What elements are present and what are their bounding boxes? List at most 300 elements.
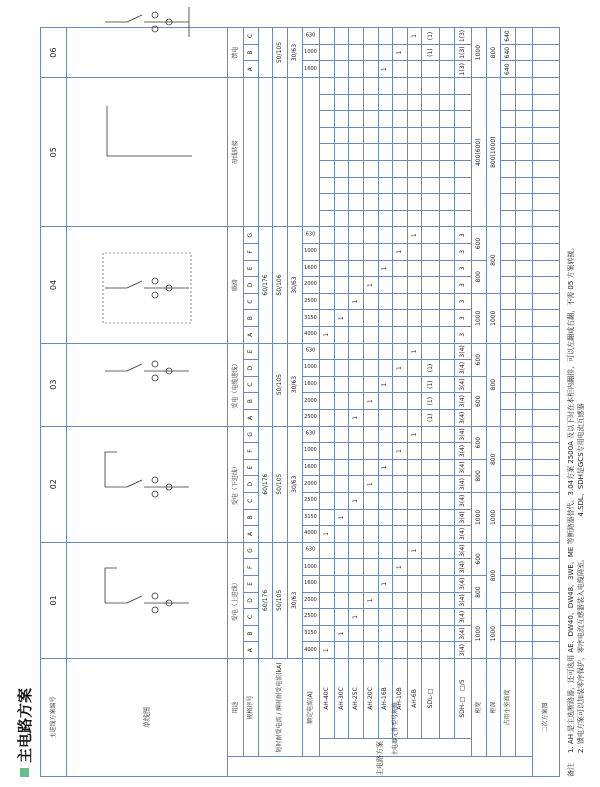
- blank-cell: [320, 310, 335, 327]
- cabinet-width-value: 1000: [472, 293, 487, 343]
- blank-cell: [515, 277, 533, 294]
- sdl-value: (1): [422, 44, 440, 61]
- rated-current-text: 630: [306, 547, 316, 554]
- single-line-diagram-6: [67, 28, 228, 78]
- component-name: AH-6B: [407, 658, 422, 738]
- blank-cell: [393, 625, 408, 642]
- quantity-mark: 1: [320, 327, 335, 344]
- blank-cell: [334, 28, 349, 45]
- blank-cell: [378, 443, 393, 460]
- blank-cell: [515, 426, 533, 443]
- blank-cell: [378, 327, 393, 344]
- blank-cell: [422, 327, 440, 344]
- blank-cell: [364, 28, 379, 45]
- blank-cell: [349, 393, 364, 410]
- blank-cell: [422, 642, 440, 659]
- short-time-value: 60/176: [258, 227, 273, 343]
- blank-cell: [364, 244, 379, 261]
- blank-cell: [501, 526, 516, 543]
- rated-current-text: 1000: [304, 447, 318, 454]
- blank-cell: [393, 343, 408, 360]
- blank-cell: [407, 509, 422, 526]
- scheme-number-05: 05: [41, 78, 67, 227]
- short-time-value: 50/106: [273, 227, 288, 343]
- ratings-blank: [302, 78, 320, 227]
- blank-cell: [349, 94, 364, 111]
- spec-letter: A: [244, 526, 259, 543]
- blank-cell: [407, 642, 422, 659]
- blank-cell: [320, 343, 335, 360]
- notes-block: [566, 243, 586, 777]
- blank-cell: [407, 493, 422, 510]
- rated-current-value: [302, 376, 320, 393]
- blank-cell: [378, 44, 393, 61]
- blank-cell: [364, 360, 379, 377]
- blank-cell: [378, 476, 393, 493]
- blank-cell: [501, 509, 516, 526]
- blank-cell: [378, 78, 393, 95]
- blank-cell: [439, 94, 454, 111]
- blank-cell: [454, 177, 472, 194]
- spec-letter: C: [244, 28, 259, 45]
- quantity-mark: 1: [320, 642, 335, 659]
- components-label: 主电器元件型号规格: [320, 739, 472, 757]
- blank-cell: [364, 609, 379, 626]
- blank-cell: [364, 642, 379, 659]
- blank-cell: [439, 293, 454, 310]
- quantity-mark: 1: [407, 28, 422, 45]
- short-time-value: 30/63: [288, 542, 303, 658]
- blank-cell: [407, 360, 422, 377]
- blank-cell: [439, 459, 454, 476]
- blank-cell: [533, 542, 560, 559]
- rated-current-text: 1600: [304, 264, 318, 271]
- blank-cell: [439, 310, 454, 327]
- blank-cell: [515, 127, 533, 144]
- blank-cell: [320, 127, 335, 144]
- blank-cell: [515, 376, 533, 393]
- component-name: AH-20C: [364, 658, 379, 738]
- blank-cell: [364, 161, 379, 178]
- blank-cell: [349, 542, 364, 559]
- blank-cell: [334, 78, 349, 95]
- blank-cell: [393, 493, 408, 510]
- blank-cell: [349, 509, 364, 526]
- blank-cell: [515, 576, 533, 593]
- rated-current-value: [302, 443, 320, 460]
- cabinet-width-label: 柜宽: [472, 658, 487, 756]
- blank-cell: [334, 393, 349, 410]
- sdl-value: (1): [422, 410, 440, 427]
- blank-cell: [320, 94, 335, 111]
- rated-current-value: [302, 426, 320, 443]
- rated-current-text: 3150: [304, 630, 318, 637]
- blank-cell: [364, 410, 379, 427]
- blank-cell: [533, 194, 560, 211]
- blank-cell: [320, 244, 335, 261]
- blank-cell: [515, 44, 533, 61]
- cabinet-depth-label: 柜深: [486, 658, 501, 756]
- blank-cell: [515, 476, 533, 493]
- blank-cell: [439, 360, 454, 377]
- quantity-mark: 1: [364, 592, 379, 609]
- blank-cell: [422, 210, 440, 227]
- usage-1: 受电（上进线）: [228, 542, 244, 658]
- rated-current-text: 630: [306, 32, 316, 39]
- blank-cell: [515, 343, 533, 360]
- sdh-value: 3: [454, 310, 472, 327]
- blank-cell: [439, 44, 454, 61]
- sdl-value: (1): [422, 393, 440, 410]
- quantity-mark: 1: [393, 244, 408, 261]
- blank-cell: [349, 260, 364, 277]
- blank-cell: [454, 78, 472, 95]
- blank-cell: [501, 210, 516, 227]
- blank-cell: [533, 476, 560, 493]
- blank-cell: [320, 360, 335, 377]
- blank-cell: [515, 559, 533, 576]
- cabinet-depth-value: 800: [486, 343, 501, 426]
- quantity-mark: 1: [393, 44, 408, 61]
- blank-cell: [533, 592, 560, 609]
- main-circuit-label: 主电路方案: [228, 757, 533, 777]
- blank-cell: [422, 559, 440, 576]
- blank-cell: [501, 443, 516, 460]
- blank-cell: [515, 459, 533, 476]
- spec-letter: C: [244, 609, 259, 626]
- blank-cell: [334, 244, 349, 261]
- blank-cell: [515, 177, 533, 194]
- rated-current-value: [302, 293, 320, 310]
- rated-current-value: [302, 244, 320, 261]
- blank-cell: [439, 376, 454, 393]
- spec-letter: A: [244, 410, 259, 427]
- blank-cell: [378, 111, 393, 128]
- blank-cell: [349, 559, 364, 576]
- blank-cell: [378, 592, 393, 609]
- blank-cell: [393, 144, 408, 161]
- blank-cell: [533, 459, 560, 476]
- blank-cell: [422, 459, 440, 476]
- short-time-value: 30/63: [288, 343, 303, 426]
- blank-cell: [422, 592, 440, 609]
- short-time-value: 50/105: [273, 426, 288, 542]
- blank-cell: [334, 127, 349, 144]
- blank-cell: [349, 161, 364, 178]
- blank-cell: [515, 360, 533, 377]
- quantity-mark: 1: [364, 277, 379, 294]
- blank-cell: [439, 343, 454, 360]
- blank-cell: [422, 244, 440, 261]
- blank-cell: [378, 28, 393, 45]
- blank-cell: [334, 443, 349, 460]
- cabinet-depth-value: 1000: [486, 293, 501, 343]
- blank-cell: [515, 542, 533, 559]
- blank-cell: [393, 161, 408, 178]
- blank-cell: [454, 194, 472, 211]
- sdh-value: 3(4): [454, 625, 472, 642]
- rated-current-value: [302, 625, 320, 642]
- blank-cell: [378, 542, 393, 559]
- spec-label: 规格序号: [244, 658, 259, 756]
- blank-cell: [454, 127, 472, 144]
- blank-cell: [515, 144, 533, 161]
- sdh-value: 3(4): [454, 360, 472, 377]
- blank-cell: [439, 227, 454, 244]
- blank-cell: [454, 111, 472, 128]
- blank-cell: [320, 410, 335, 427]
- sdh-label: SDH-□ □/5: [454, 658, 472, 738]
- blank-cell: [393, 642, 408, 659]
- sdh-value: 3: [454, 227, 472, 244]
- blank-cell: [515, 244, 533, 261]
- blank-cell: [320, 625, 335, 642]
- blank-cell: [422, 576, 440, 593]
- blank-cell: [501, 327, 516, 344]
- blank-cell: [364, 625, 379, 642]
- blank-cell: [407, 559, 422, 576]
- blank-cell: [422, 78, 440, 95]
- blank-cell: [320, 426, 335, 443]
- blank-cell: [515, 642, 533, 659]
- blank-cell: [378, 94, 393, 111]
- cabinet-depth-value: 800: [486, 426, 501, 492]
- blank-cell: [454, 94, 472, 111]
- blank-cell: [407, 277, 422, 294]
- blank-cell: [393, 227, 408, 244]
- blank-cell: [533, 625, 560, 642]
- blank-cell: [533, 376, 560, 393]
- usage-2: 受电（下进线）: [228, 426, 244, 542]
- blank-cell: [349, 360, 364, 377]
- short-time-value: 30/63: [288, 227, 303, 343]
- blank-cell: [454, 144, 472, 161]
- blank-cell: [364, 78, 379, 95]
- short-time-value: 60/176: [258, 426, 273, 542]
- blank-cell: [320, 61, 335, 78]
- short-time-value: 30/63: [288, 426, 303, 542]
- spec-letter: F: [244, 559, 259, 576]
- blank-cell: [364, 177, 379, 194]
- blank-cell: [533, 161, 560, 178]
- blank-cell: [334, 592, 349, 609]
- quantity-mark: 1: [334, 625, 349, 642]
- blank-cell: [349, 61, 364, 78]
- quantity-mark: 1: [349, 293, 364, 310]
- blank-cell: [364, 260, 379, 277]
- blank-cell: [501, 410, 516, 427]
- rated-current-value: [302, 260, 320, 277]
- blank-cell: [501, 576, 516, 593]
- blank-cell: [334, 459, 349, 476]
- blank-cell: [334, 360, 349, 377]
- blank-cell: [501, 343, 516, 360]
- blank-cell: [320, 509, 335, 526]
- blank-cell: [320, 576, 335, 593]
- spec-letter: F: [244, 443, 259, 460]
- rated-current-text: 4000: [304, 331, 318, 338]
- blank-cell: [320, 78, 335, 95]
- quantity-mark: 1: [334, 509, 349, 526]
- blank-cell: [393, 177, 408, 194]
- blank-cell: [393, 542, 408, 559]
- blank-cell: [407, 61, 422, 78]
- quantity-mark: 1: [393, 443, 408, 460]
- blank-cell: [393, 94, 408, 111]
- blank-cell: [422, 260, 440, 277]
- blank-cell: [515, 61, 533, 78]
- blank-cell: [334, 161, 349, 178]
- spec-letter: A: [244, 61, 259, 78]
- blank-cell: [501, 493, 516, 510]
- blank-cell: [393, 576, 408, 593]
- single-line-diagram-2: [67, 426, 228, 542]
- blank-cell: [393, 127, 408, 144]
- rated-current-value: [302, 410, 320, 427]
- blank-cell: [334, 410, 349, 427]
- rated-current-value: [302, 343, 320, 360]
- main-circuit-table: [40, 27, 560, 777]
- blank-cell: [501, 78, 516, 95]
- rated-current-value: [302, 44, 320, 61]
- blank-cell: [320, 376, 335, 393]
- blank-cell: [320, 493, 335, 510]
- blank-cell: [454, 161, 472, 178]
- blank-cell: [349, 144, 364, 161]
- blank-cell: [533, 576, 560, 593]
- blank-cell: [515, 28, 533, 45]
- blank-cell: [439, 210, 454, 227]
- blank-cell: [364, 376, 379, 393]
- blank-cell: [515, 293, 533, 310]
- short-time-value: 60/176: [258, 542, 273, 658]
- blank-cell: [515, 327, 533, 344]
- sdh-value: 3(4): [454, 459, 472, 476]
- blank-cell: [320, 609, 335, 626]
- blank-cell: [515, 194, 533, 211]
- blank-cell: [378, 509, 393, 526]
- blank-cell: [501, 426, 516, 443]
- blank-cell: [501, 127, 516, 144]
- component-name: AH-16B: [378, 658, 393, 738]
- blank-cell: [334, 210, 349, 227]
- blank-cell: [422, 609, 440, 626]
- blank-cell: [334, 542, 349, 559]
- quantity-mark: 1: [407, 542, 422, 559]
- blank-cell: [515, 625, 533, 642]
- blank-cell: [533, 244, 560, 261]
- note-line-2: 2. 馈电方案可以加装零序保护，零序电流互感器装入电缆隔室。 4.SDL、SDH是GCS专用电流互感器: [577, 403, 585, 753]
- rated-current-text: 1000: [304, 364, 318, 371]
- blank-cell: [422, 277, 440, 294]
- cabinet-width-value: 600: [472, 426, 487, 459]
- blank-cell: [364, 144, 379, 161]
- blank-cell: [515, 493, 533, 510]
- blank-cell: [422, 194, 440, 211]
- blank-cell: [439, 393, 454, 410]
- blank-cell: [320, 592, 335, 609]
- blank-cell: [515, 78, 533, 95]
- blank-cell: [533, 260, 560, 277]
- note-line-1: 1. AH 是主选断路器，还可选用 AE、DW40、DW48、3WE、ME 等断路器替代。3.04方案 2500A 及以下时在本柜内翻排，可以左翻或右翻，不需 05 方案转接。: [567, 243, 575, 753]
- blank-cell: [501, 194, 516, 211]
- spacer-cell: [515, 658, 533, 756]
- rated-current-value: [302, 277, 320, 294]
- blank-cell: [501, 177, 516, 194]
- blank-cell: [407, 592, 422, 609]
- blank-cell: [533, 410, 560, 427]
- title-marker-icon: [20, 768, 29, 777]
- blank-cell: [533, 28, 560, 45]
- blank-cell: [501, 360, 516, 377]
- blank-cell: [533, 526, 560, 543]
- blank-cell: [407, 327, 422, 344]
- blank-cell: [407, 94, 422, 111]
- compartment-height-value: 640: [501, 44, 516, 61]
- sdh-value: 3(4): [454, 426, 472, 443]
- blank-cell: [439, 426, 454, 443]
- blank-cell: [533, 343, 560, 360]
- blank-cell: [349, 244, 364, 261]
- sdh-value: 3: [454, 277, 472, 294]
- rated-current-value: [302, 310, 320, 327]
- blank-cell: [533, 360, 560, 377]
- cabinet-width-value: 600: [472, 376, 487, 426]
- cabinet-depth-value: 800(1000): [486, 78, 501, 227]
- sdh-value: 3(4): [454, 476, 472, 493]
- blank-cell: [320, 393, 335, 410]
- sdl-label: SDL-□: [422, 658, 440, 738]
- blank-cell: [334, 111, 349, 128]
- blank-cell: [378, 493, 393, 510]
- quantity-mark: 1: [407, 426, 422, 443]
- usage-4: 联络: [228, 227, 244, 343]
- blank-cell: [439, 625, 454, 642]
- blank-cell: [364, 111, 379, 128]
- blank-cell: [334, 327, 349, 344]
- usage-5: 母线转接: [228, 78, 244, 227]
- blank-cell: [349, 111, 364, 128]
- blank-cell: [334, 476, 349, 493]
- rated-current-value: [302, 360, 320, 377]
- rated-current-text: 3150: [304, 513, 318, 520]
- rated-current-text: 1000: [304, 49, 318, 56]
- sdh-value: 3: [454, 244, 472, 261]
- blank-cell: [422, 94, 440, 111]
- blank-cell: [407, 310, 422, 327]
- blank-cell: [515, 94, 533, 111]
- title-text: 主电路方案: [16, 687, 34, 763]
- blank-cell: [334, 260, 349, 277]
- blank-cell: [334, 376, 349, 393]
- blank-cell: [515, 210, 533, 227]
- blank-cell: [533, 559, 560, 576]
- blank-cell: [422, 177, 440, 194]
- short-time-value: [258, 343, 273, 426]
- sdh-value: 3(4): [454, 509, 472, 526]
- scheme-number-03: 03: [41, 343, 67, 426]
- blank-cell: [439, 78, 454, 95]
- blank-cell: [378, 526, 393, 543]
- blank-cell: [501, 111, 516, 128]
- blank-cell: [501, 542, 516, 559]
- rated-current-text: 630: [306, 231, 316, 238]
- spec-letter: A: [244, 327, 259, 344]
- blank-cell: [515, 443, 533, 460]
- blank-cell: [533, 426, 560, 443]
- blank-cell: [515, 260, 533, 277]
- blank-cell: [378, 127, 393, 144]
